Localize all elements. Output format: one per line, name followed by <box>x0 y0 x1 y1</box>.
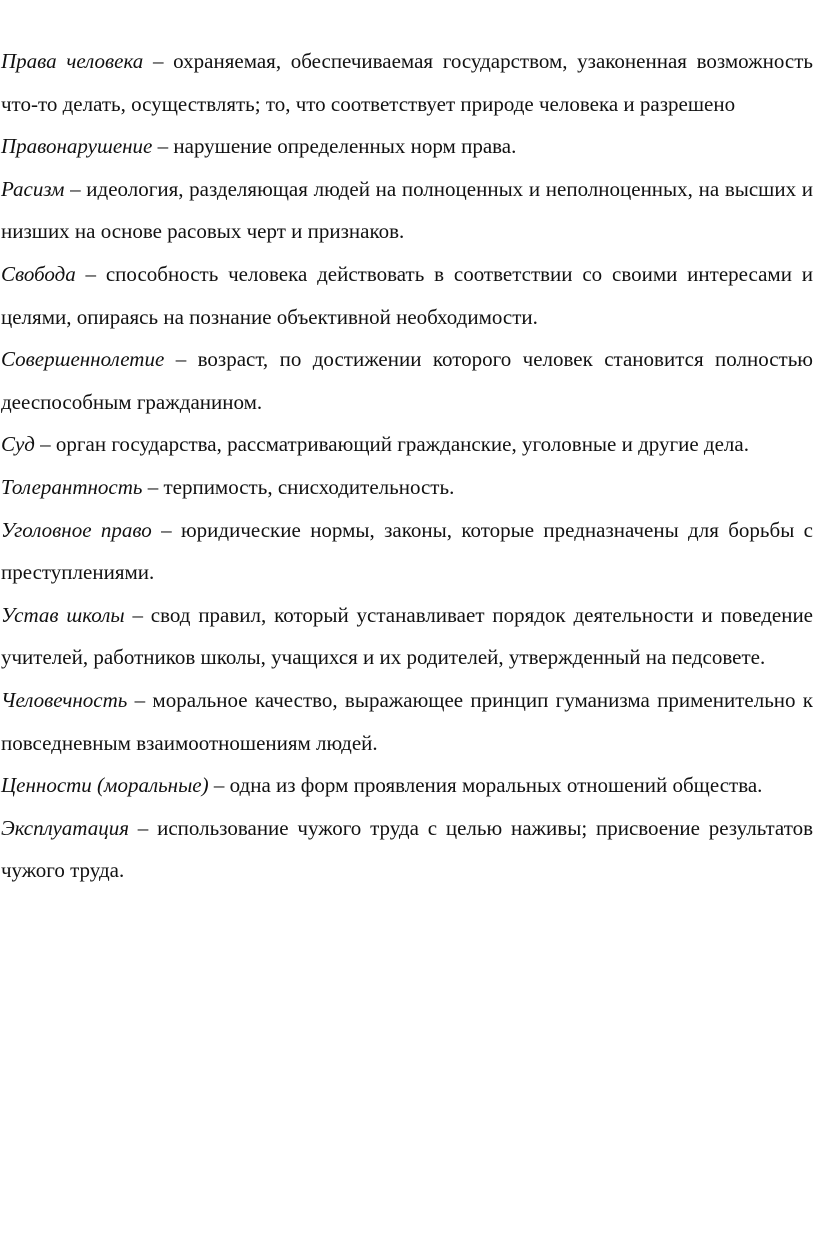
glossary-definition: одна из форм проявления моральных отношений общества. <box>229 773 763 798</box>
glossary-entry-school-charter: Устав школы – свод правил, который устанавливает порядок деятельности и поведение учителей, работников школы, учащихся и их родителей, утвержденный на педсовете. <box>1 602 814 670</box>
glossary-entry-criminal-law: Уголовное право – юридические нормы, законы, которые предназначены для борьбы с преступлениями. <box>1 517 813 585</box>
glossary-definition: способность человека действовать в соответствии со своими интересами и целями, опираясь на познание объективной необходимости. <box>1 261 813 329</box>
glossary-term: Права человека <box>1 49 144 73</box>
glossary-definition: нарушение определенных норм права. <box>173 134 517 159</box>
glossary-entry-majority: Совершеннолетие – возраст, по достижении которого человек становится полностью дееспособным гражданином. <box>1 347 813 414</box>
glossary-definition: идеология, разделяющая людей на полноценных и неполноценных, на высших и низших на основе расовых черт и признаков. <box>1 176 813 244</box>
glossary-entry-court: Суд – орган государства, рассматривающий гражданские, уголовные и другие дела. <box>1 432 749 457</box>
glossary-definition: возраст, по достижении которого человек становится полностью дееспособным гражданином. <box>1 347 813 414</box>
glossary-term: Уголовное право <box>1 517 152 542</box>
glossary-term: Совершеннолетие <box>1 347 165 372</box>
glossary-entry-racism: Расизм – идеология, разделяющая людей на полноценных и неполноценных, на высших и низших на основе расовых черт и признаков. <box>1 176 813 244</box>
glossary-entry-offense: Правонарушение – нарушение определенных норм права. <box>1 134 517 159</box>
glossary-term: Ценности (моральные) <box>1 773 209 798</box>
glossary-term: Расизм <box>1 176 65 201</box>
glossary-entry-freedom: Свобода – способность человека действовать в соответствии со своими интересами и целями, опираясь на познание объективной необходимости. <box>1 261 813 329</box>
glossary-term: Человечность <box>1 687 128 712</box>
glossary-entry-tolerance: Толерантность – терпимость, снисходительность. <box>1 474 455 499</box>
glossary-term: Толерантность <box>1 474 143 499</box>
glossary-definition: терпимость, снисходительность. <box>163 474 455 499</box>
glossary-entry-exploitation: Эксплуатация – использование чужого труда с целью наживы; присвоение результатов чужого труда. <box>1 815 814 883</box>
glossary-term: Эксплуатация <box>1 815 129 840</box>
glossary-term: Правонарушение <box>1 134 153 159</box>
glossary-term: Свобода <box>1 261 76 286</box>
glossary-document <box>0 40 816 892</box>
glossary-term: Устав школы <box>1 602 125 627</box>
glossary-entry-moral-values: Ценности (моральные) – одна из форм проявления моральных отношений общества. <box>1 773 763 798</box>
glossary-term: Суд <box>1 432 35 457</box>
glossary-definition: моральное качество, выражающее принцип гуманизма применительно к повседневным взаимоотношениям людей. <box>1 687 813 755</box>
glossary-definition: использование чужого труда с целью наживы; присвоение результатов чужого труда. <box>1 815 814 883</box>
glossary-entry-human-rights: Права человека – охраняемая, обеспечиваемая государством, узаконенная возможность что-то делать, осуществлять; то, что соответствует природе человека и разрешено <box>1 49 814 116</box>
glossary-entry-humanity: Человечность – моральное качество, выражающее принцип гуманизма применительно к повседневным взаимоотношениям людей. <box>1 687 813 755</box>
glossary-definition: охраняемая, обеспечиваемая государством, узаконенная возможность что-то делать, осуществлять; то, что соответствует природе человека и разрешено <box>1 49 814 116</box>
glossary-definition: свод правил, который устанавливает порядок деятельности и поведение учителей, работников школы, учащихся и их родителей, утвержденный на педсовете. <box>1 602 814 670</box>
glossary-definition: орган государства, рассматривающий гражданские, уголовные и другие дела. <box>55 432 749 457</box>
glossary-definition: юридические нормы, законы, которые предназначены для борьбы с преступлениями. <box>1 517 813 585</box>
